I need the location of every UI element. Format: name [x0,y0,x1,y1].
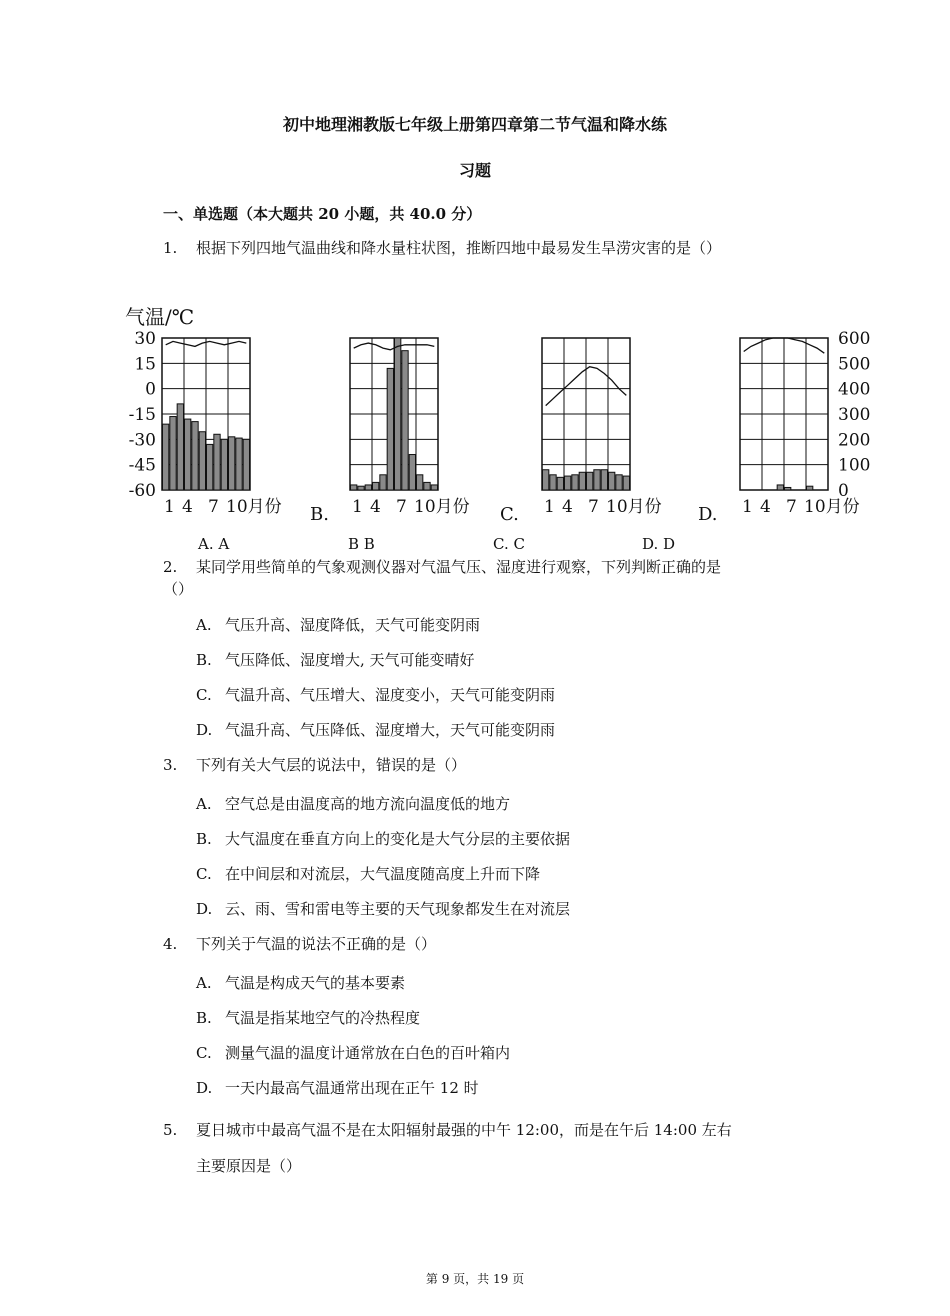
x-tick-label: 4 [370,497,381,517]
q4-option-a[interactable] [196,972,405,993]
precip-bar [557,477,563,490]
option-text: 气温升高、气压增大、湿度变小，天气可能变阴雨 [225,686,556,704]
option-letter: B. [196,830,212,848]
x-tick-label: 4 [182,497,193,517]
question-number: 3. [163,756,178,774]
question-text: 某同学用些简单的气象观测仪器对气温气压、湿度进行观察，下列判断正确的是 [196,558,722,576]
temp-tick-label: 15 [134,354,156,375]
option-letter: D. [196,1079,213,1097]
chart-letter-d: D. [698,504,718,525]
x-tick-label: 4 [562,497,573,517]
precip-bar [387,368,393,490]
temp-ticks [129,329,156,501]
precip-bar [550,475,556,490]
x-tick-label: 7 [208,497,219,517]
precip-bar [579,472,585,490]
precip-tick-label: 200 [838,430,871,451]
temp-axis-label: 气温/℃ [125,305,195,329]
q2-option-b[interactable] [196,649,475,670]
climate-charts [120,300,880,530]
doc-title-line1: 初中地理湘教版七年级上册第四章第二节气温和降水练 [282,115,667,134]
question-1 [163,237,721,259]
x-tick-label: 7 [396,497,407,517]
chart-panel-a [162,338,282,517]
option-text: 气温是构成天气的基本要素 [225,974,406,992]
question-text: 根据下列四地气温曲线和降水量柱状图，推断四地中最易发生旱涝灾害的是（） [196,239,722,257]
option-letter: D. [196,721,213,739]
option-text: 大气温度在垂直方向上的变化是大气分层的主要依据 [225,830,571,848]
question-4 [163,933,436,955]
q3-option-a[interactable] [196,793,510,814]
precip-bar [616,475,622,490]
precip-bar [402,351,408,490]
option-text: 一天内最高气温通常出现在正午 12 时 [225,1079,479,1097]
precip-bar [365,485,371,490]
x-tick-label: 10月份 [804,497,860,517]
doc-title-line2: 习题 [458,161,491,180]
x-tick-label: 10月份 [414,497,470,517]
x-tick-label: 1 [544,497,555,517]
option-text: 空气总是由温度高的地方流向温度低的地方 [225,795,511,813]
question-text-cont: （） [163,580,194,598]
q4-option-b[interactable] [196,1007,420,1028]
page-footer: 第 9 页，共 19 页 [425,1272,525,1286]
precip-tick-label: 100 [838,455,871,476]
precip-bar [409,455,415,490]
x-tick-label: 4 [760,497,771,517]
chart-letter-c: C. [500,504,519,525]
q3-option-c[interactable] [196,863,540,884]
section-heading: 一、单选题（本大题共 20 小题，共 40.0 分） [163,205,482,223]
precip-bar [236,438,242,490]
x-tick-label: 7 [786,497,797,517]
option-letter: C. [196,865,212,883]
precip-tick-label: 400 [838,379,871,400]
option-letter: D. [196,900,213,918]
precip-bar [543,470,549,490]
precip-tick-label: 0 [838,481,849,501]
option-letter: B. [196,651,212,669]
q4-option-c[interactable] [196,1042,510,1063]
chart-letter-b: B. [310,504,329,525]
x-tick-label: 1 [742,497,753,517]
precip-bar [601,470,607,490]
option-letter: B. [196,1009,212,1027]
precip-bar [572,475,578,490]
precip-bar [373,482,379,490]
option-text: 气温升高、气压降低、湿度增大，天气可能变阴雨 [225,721,556,739]
precip-bar [623,476,629,490]
temp-tick-label: -60 [128,481,156,501]
question-number: 5. [163,1121,178,1139]
question-2 [163,556,721,600]
q2-option-a[interactable] [196,614,480,635]
option-text: 在中间层和对流层，大气温度随高度上升而下降 [225,865,541,883]
precip-bar [214,434,220,490]
question-text: 下列有关大气层的说法中，错误的是（） [196,756,467,774]
precip-bar [351,485,357,490]
question-number: 1. [163,239,178,257]
precip-bar [777,485,783,490]
chart-panel-c [542,338,662,517]
question-number: 2. [163,558,178,576]
precip-bar [221,439,227,490]
x-tick-label: 1 [164,497,175,517]
precip-bar [229,437,235,490]
option-text: 测量气温的温度计通常放在白色的百叶箱内 [225,1044,511,1062]
precip-bar [192,422,198,490]
precip-bar [587,472,593,490]
precip-bar [185,419,191,490]
precip-bar [380,475,386,490]
precip-bar [424,482,430,490]
option-text: 云、雨、雪和雷电等主要的天气现象都发生在对流层 [225,900,571,918]
precip-bar [565,476,571,490]
x-tick-label: 10月份 [226,497,282,517]
precip-bar [243,439,249,490]
precip-tick-label: 300 [838,405,871,425]
option-letter: A. [196,974,212,992]
precip-bar [170,417,176,490]
precip-bar [358,486,364,490]
precip-bar [199,432,205,490]
caption-b: B B [348,535,375,553]
precip-bar [207,444,213,490]
option-text: 气压升高、湿度降低，天气可能变阴雨 [225,616,481,634]
precip-bar [594,470,600,490]
question-3 [163,754,466,776]
precip-bar [785,487,791,490]
q2-option-c[interactable] [196,684,555,705]
precip-bar [417,475,423,490]
temp-tick-label: -45 [128,455,156,476]
caption-c: C. C [493,535,525,553]
precip-tick-label: 600 [838,329,871,349]
caption-d: D. D [642,535,676,553]
x-tick-label: 10月份 [606,497,662,517]
x-tick-label: 7 [588,497,599,517]
temp-tick-label: 0 [145,379,156,400]
precip-bar [395,338,401,490]
climate-charts-svg [120,300,880,530]
question-5 [163,1112,732,1184]
precip-ticks [838,329,870,501]
option-letter: C. [196,1044,212,1062]
question-text-cont: 主要原因是（） [196,1157,302,1175]
precip-bar [163,424,169,490]
option-letter: A. [196,795,212,813]
x-tick-label: 1 [352,497,363,517]
precip-bar [177,404,183,490]
caption-a: A. A [198,535,230,553]
temp-tick-label: -15 [128,405,156,425]
question-text: 下列关于气温的说法不正确的是（） [196,935,437,953]
precip-bar [609,472,615,490]
precip-bar [807,486,813,490]
option-letter: C. [196,686,212,704]
q3-option-b[interactable] [196,828,570,849]
option-letter: A. [196,616,212,634]
q4-option-d[interactable] [196,1077,479,1098]
precip-bar [431,485,437,490]
precip-tick-label: 500 [838,354,871,375]
option-text: 气温是指某地空气的冷热程度 [225,1009,421,1027]
q2-option-d[interactable] [196,719,555,740]
chart-panels [162,338,860,517]
temp-tick-label: -30 [128,430,156,451]
temp-tick-label: 30 [134,329,156,349]
question-text: 夏日城市中最高气温不是在太阳辐射最强的中午 12:00，而是在午后 14:00 左右 [196,1121,732,1139]
q3-option-d[interactable] [196,898,570,919]
chart-panel-b [350,338,470,517]
question-number: 4. [163,935,178,953]
option-text: 气压降低、湿度增大, 天气可能变晴好 [225,651,475,669]
